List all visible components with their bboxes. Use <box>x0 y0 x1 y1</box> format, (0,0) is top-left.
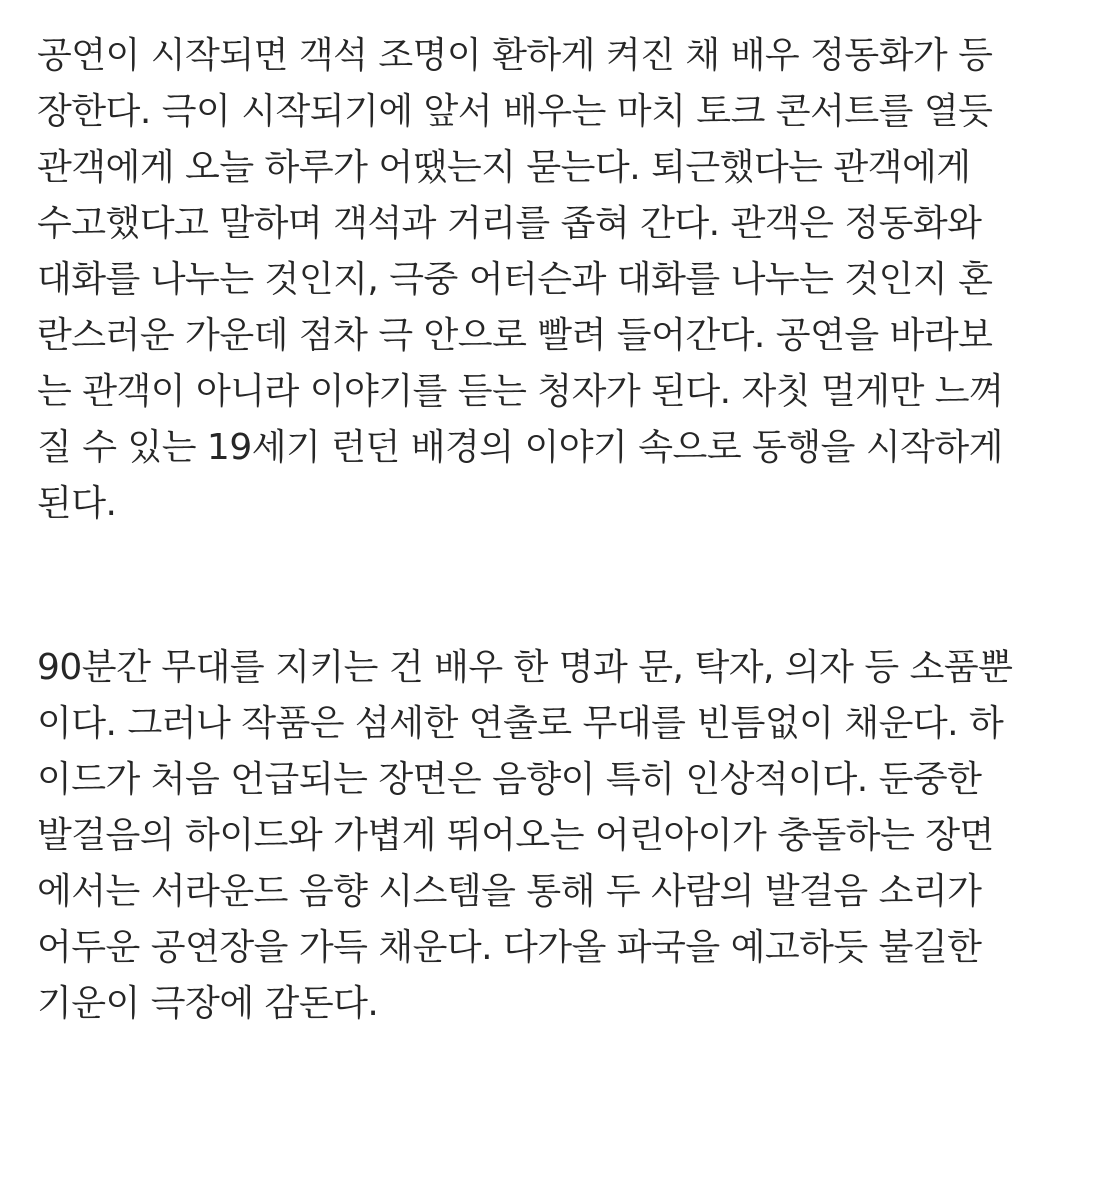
text-line: 질 수 있는 19세기 런던 배경의 이야기 속으로 동행을 시작하게 <box>37 427 1003 468</box>
text-line: 란스러운 가운데 점차 극 안으로 빨려 들어간다. 공연을 바라보 <box>37 315 993 356</box>
text-line: 어두운 공연장을 가득 채운다. 다가올 파국을 예고하듯 불길한 <box>37 927 982 968</box>
paragraph-spacer <box>37 532 1067 640</box>
text-line: 는 관객이 아니라 이야기를 듣는 청자가 된다. 자칫 멀게만 느껴 <box>37 371 1004 412</box>
text-line: 관객에게 오늘 하루가 어땠는지 묻는다. 퇴근했다는 관객에게 <box>37 147 971 188</box>
text-line: 공연이 시작되면 객석 조명이 환하게 켜진 채 배우 정동화가 등 <box>37 35 993 76</box>
text-line: 장한다. 극이 시작되기에 앞서 배우는 마치 토크 콘서트를 열듯 <box>37 91 993 132</box>
paragraph-2 <box>37 640 1067 1032</box>
text-line: 이드가 처음 언급되는 장면은 음향이 특히 인상적이다. 둔중한 <box>37 759 982 800</box>
text-line: 기운이 극장에 감돈다. <box>37 983 379 1024</box>
text-line: 된다. <box>37 483 117 524</box>
text-line: 90분간 무대를 지키는 건 배우 한 명과 문, 탁자, 의자 등 소품뿐 <box>37 647 1013 688</box>
text-line: 발걸음의 하이드와 가볍게 뛰어오는 어린아이가 충돌하는 장면 <box>37 815 994 856</box>
article-body <box>37 28 1067 1032</box>
text-line: 에서는 서라운드 음향 시스템을 통해 두 사람의 발걸음 소리가 <box>37 871 982 912</box>
text-line: 이다. 그러나 작품은 섬세한 연출로 무대를 빈틈없이 채운다. 하 <box>37 703 1004 744</box>
text-line: 수고했다고 말하며 객석과 거리를 좁혀 간다. 관객은 정동화와 <box>37 203 982 244</box>
text-line: 대화를 나누는 것인지, 극중 어터슨과 대화를 나누는 것인지 혼 <box>37 259 993 300</box>
paragraph-1 <box>37 28 1067 532</box>
